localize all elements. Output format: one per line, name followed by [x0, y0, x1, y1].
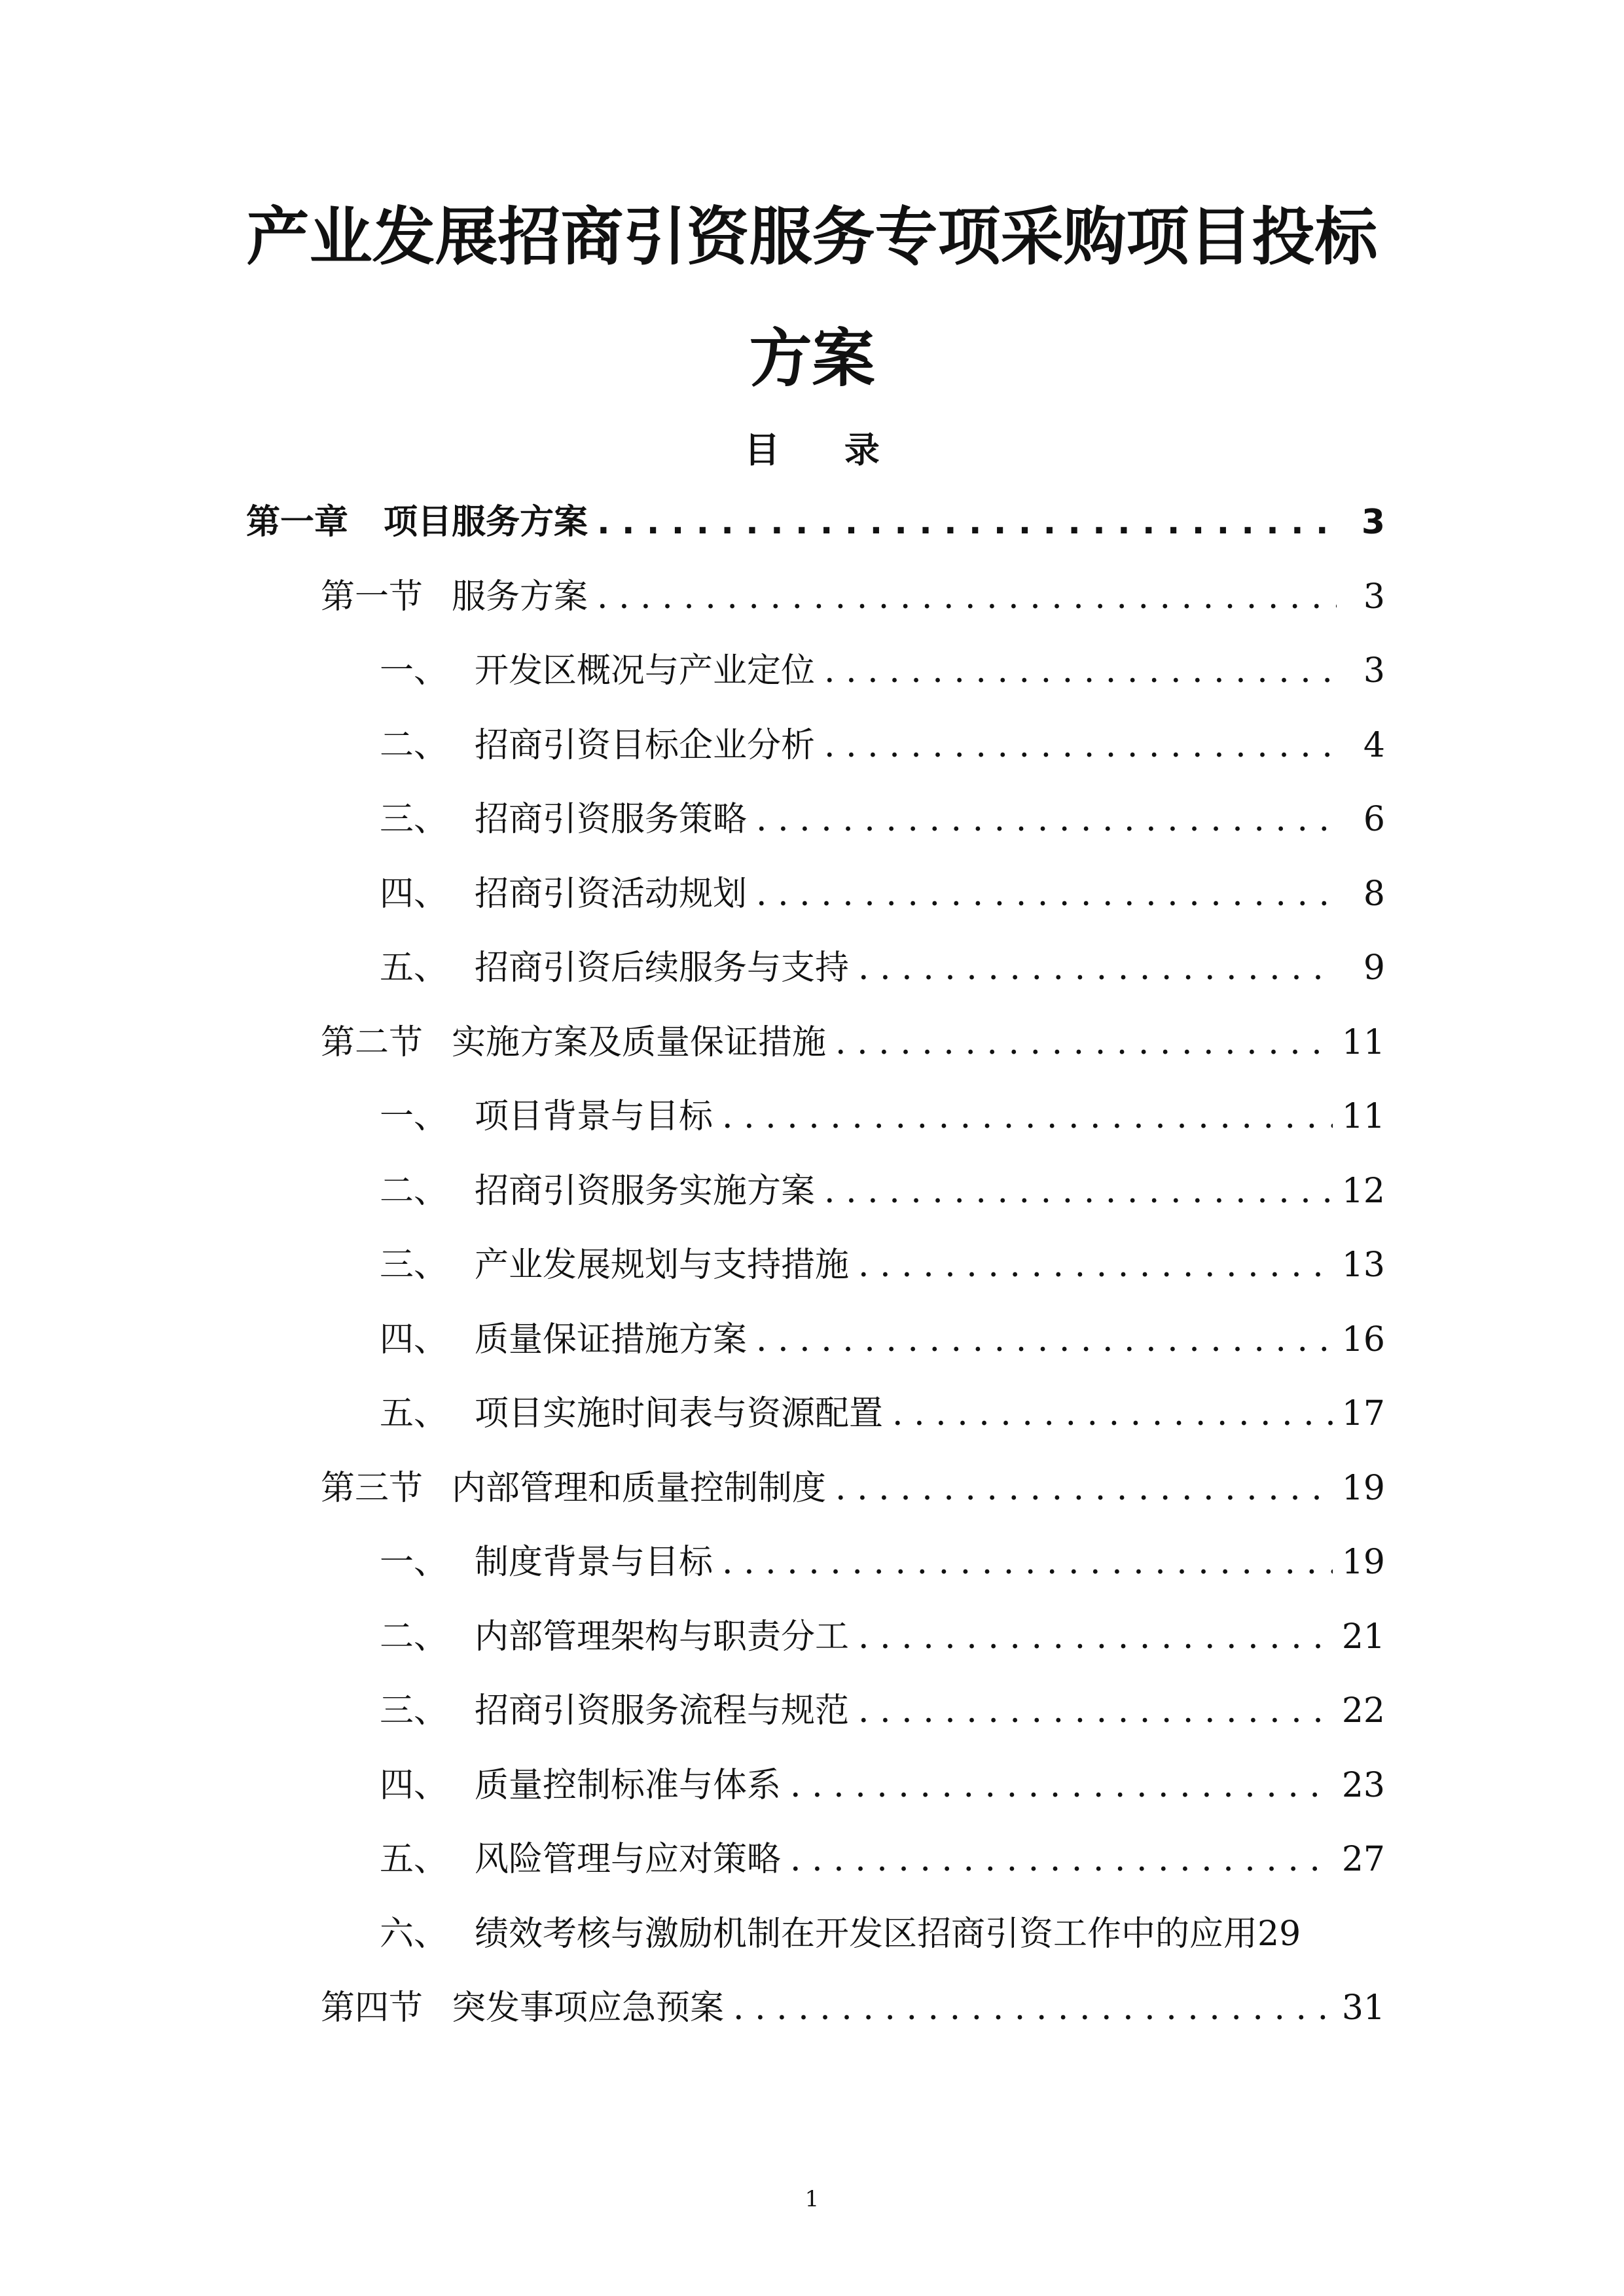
toc-entry-title: 实施方案及质量保证措施 [452, 1023, 827, 1062]
toc-entry-number: 五、 [380, 1840, 448, 1879]
toc-entry-number: 第二节 [321, 1023, 424, 1062]
toc-entry[interactable] [380, 793, 1385, 846]
toc-dot-leader [733, 1982, 1333, 2034]
toc-entry-page: 23 [1341, 1766, 1385, 1805]
toc-dot-leader [790, 1759, 1333, 1812]
toc-entry-page: 19 [1341, 1469, 1385, 1508]
toc-entry-number: 三、 [380, 1246, 448, 1285]
toc-entry[interactable] [380, 1388, 1385, 1440]
toc-entry[interactable] [380, 645, 1385, 697]
toc-entry-page: 13 [1341, 1246, 1385, 1285]
toc-dot-leader [858, 1685, 1333, 1737]
toc-entry-page: 6 [1363, 800, 1385, 839]
toc-entry-title: 招商引资活动规划 [475, 874, 748, 914]
toc-entry-number: 五、 [380, 948, 448, 988]
toc-entry-number: 六、 [380, 1914, 448, 1954]
toc-heading: 目 录 [744, 429, 906, 471]
toc-entry-title: 项目实施时间表与资源配置 [475, 1394, 884, 1433]
toc-entry-page: 11 [1341, 1023, 1385, 1062]
toc-entry-number: 四、 [380, 1766, 448, 1805]
toc-dot-leader [892, 1388, 1333, 1440]
toc-entry-title: 招商引资服务实施方案 [475, 1172, 816, 1211]
toc-dot-leader [835, 1016, 1333, 1069]
toc-dot-leader [756, 868, 1337, 920]
toc-dot-leader [858, 942, 1337, 994]
toc-entry-title: 质量控制标准与体系 [475, 1766, 782, 1805]
toc-entry-number: 第一章 [246, 503, 349, 542]
toc-entry[interactable] [380, 942, 1385, 994]
toc-entry-number: 三、 [380, 1691, 448, 1731]
toc-entry-title: 招商引资服务策略 [475, 800, 748, 839]
toc-entry[interactable] [321, 1016, 1385, 1069]
toc-dot-leader [835, 1462, 1333, 1515]
toc-entry-page: 29 [1257, 1914, 1301, 1954]
toc-entry-number: 第四节 [321, 1988, 424, 2028]
toc-entry[interactable] [380, 1314, 1385, 1366]
toc-entry-page: 4 [1363, 726, 1385, 765]
toc-entry-title: 开发区概况与产业定位 [475, 651, 816, 691]
toc-entry-page: 19 [1341, 1543, 1385, 1582]
toc-entry-number: 三、 [380, 800, 448, 839]
toc-entry-title: 招商引资目标企业分析 [475, 726, 816, 765]
toc-entry-title: 项目服务方案 [384, 503, 588, 542]
toc-dot-leader [597, 496, 1337, 548]
toc-dot-leader [858, 1611, 1333, 1663]
toc-dot-leader [824, 645, 1337, 697]
toc-entry-title: 内部管理和质量控制制度 [452, 1469, 827, 1508]
toc-entry[interactable] [380, 1611, 1385, 1663]
toc-entry-page: 31 [1341, 1988, 1385, 2028]
toc-entry-number: 二、 [380, 1617, 448, 1657]
toc-dot-leader [722, 1090, 1333, 1143]
toc-entry-page: 27 [1341, 1840, 1385, 1879]
toc-entry[interactable] [321, 1982, 1385, 2034]
toc-entry-title: 招商引资服务流程与规范 [475, 1691, 850, 1731]
toc-entry-page: 11 [1341, 1097, 1385, 1136]
toc-dot-leader [756, 1314, 1333, 1366]
toc-dot-leader [597, 571, 1337, 623]
toc-entry[interactable] [380, 868, 1385, 920]
toc-entry[interactable] [380, 1908, 1385, 1960]
toc-entry-page: 3 [1361, 503, 1385, 542]
toc-entry-page: 3 [1363, 651, 1385, 691]
toc-dot-leader [756, 793, 1337, 846]
toc-dot-leader [790, 1833, 1333, 1886]
toc-entry[interactable] [246, 496, 1385, 548]
toc-entry-title: 产业发展规划与支持措施 [475, 1246, 850, 1285]
toc-entry[interactable] [380, 1833, 1385, 1886]
toc-entry-title: 内部管理架构与职责分工 [475, 1617, 850, 1657]
toc-dot-leader [722, 1536, 1333, 1588]
toc-entry-title: 招商引资后续服务与支持 [475, 948, 850, 988]
toc-entry-number: 一、 [380, 1097, 448, 1136]
toc-entry-title: 制度背景与目标 [475, 1543, 713, 1582]
toc-entry-page: 3 [1363, 577, 1385, 617]
toc-entry[interactable] [380, 719, 1385, 772]
document-title-line-1: 产业发展招商引资服务专项采购项目投标 [246, 200, 1378, 274]
toc-entry-number: 一、 [380, 1543, 448, 1582]
toc-entry-page: 16 [1341, 1320, 1385, 1359]
toc-dot-leader [824, 719, 1337, 772]
toc-entry-number: 二、 [380, 1172, 448, 1211]
toc-entry-number: 一、 [380, 651, 448, 691]
toc-entry-title: 绩效考核与激励机制在开发区招商引资工作中的应用 [475, 1914, 1258, 1954]
toc-entry-number: 五、 [380, 1394, 448, 1433]
toc-entry[interactable] [380, 1239, 1385, 1291]
toc-dot-leader [824, 1165, 1333, 1217]
toc-dot-leader [858, 1239, 1333, 1291]
toc-entry-page: 21 [1341, 1617, 1385, 1657]
toc-entry-title: 突发事项应急预案 [452, 1988, 725, 2028]
toc-entry[interactable] [380, 1536, 1385, 1588]
toc-entry-page: 8 [1363, 874, 1385, 914]
toc-entry[interactable] [380, 1685, 1385, 1737]
toc-entry-number: 四、 [380, 874, 448, 914]
toc-entry-title: 项目背景与目标 [475, 1097, 713, 1136]
toc-entry-page: 22 [1341, 1691, 1385, 1731]
toc-entry-title: 服务方案 [452, 577, 588, 617]
toc-entry[interactable] [321, 571, 1385, 623]
toc-entry-page: 9 [1363, 948, 1385, 988]
document-title-line-2: 方案 [749, 322, 875, 395]
toc-entry[interactable] [380, 1165, 1385, 1217]
toc-entry-number: 第三节 [321, 1469, 424, 1508]
page-number: 1 [804, 2186, 820, 2212]
toc-entry-page: 17 [1341, 1394, 1385, 1433]
toc-entry-number: 第一节 [321, 577, 424, 617]
toc-entry-number: 四、 [380, 1320, 448, 1359]
toc-entry-title: 质量保证措施方案 [475, 1320, 748, 1359]
toc-entry[interactable] [380, 1090, 1385, 1143]
toc-entry[interactable] [321, 1462, 1385, 1515]
toc-entry-title: 风险管理与应对策略 [475, 1840, 782, 1879]
toc-entry-page: 12 [1341, 1172, 1385, 1211]
toc-entry[interactable] [380, 1759, 1385, 1812]
toc-entry-number: 二、 [380, 726, 448, 765]
